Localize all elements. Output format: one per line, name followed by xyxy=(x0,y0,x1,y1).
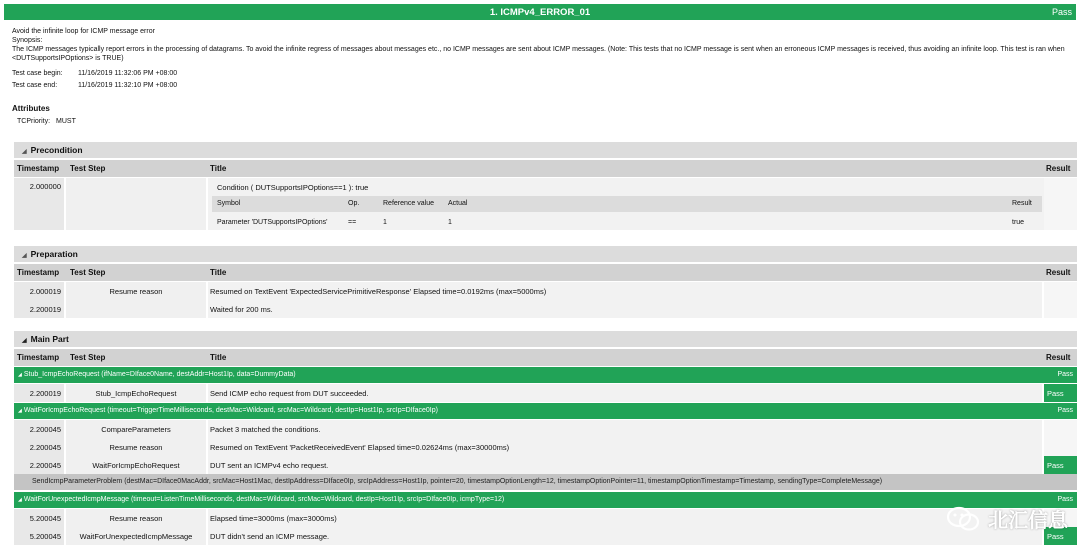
table-row xyxy=(14,420,1077,438)
condition-table-row xyxy=(212,214,1042,230)
row-timestamp: 2.200045 xyxy=(14,438,64,456)
section-title: Main Part xyxy=(30,334,69,344)
col-title: Title xyxy=(210,353,227,362)
table-row xyxy=(14,300,1077,318)
inner-symbol: Parameter 'DUTSupportsIPOptions' xyxy=(217,219,328,226)
table-row xyxy=(14,384,1077,402)
inner-col-symbol: Symbol xyxy=(217,200,241,207)
attributes-heading: Attributes xyxy=(12,104,50,113)
col-timestamp: Timestamp xyxy=(17,353,60,362)
inner-col-ref: Reference value xyxy=(383,200,434,207)
row-step: Resume reason xyxy=(66,438,206,456)
col-result: Result xyxy=(1046,164,1071,173)
test-case-header[interactable] xyxy=(4,4,1076,20)
section-title: Precondition xyxy=(30,145,83,155)
priority-label: TCPriority: xyxy=(17,118,51,125)
inner-result: true xyxy=(1012,219,1025,226)
row-timestamp: 2.200045 xyxy=(14,420,64,438)
group-label: Stub_IcmpEchoRequest (ifName=DIface0Name, destAddr=Host1Ip, data=DummyData) xyxy=(23,371,296,378)
col-result: Result xyxy=(1046,353,1071,362)
row-title: Packet 3 matched the conditions. xyxy=(208,420,1042,438)
row-step: CompareParameters xyxy=(66,420,206,438)
synopsis-text: The ICMP messages typically report errors in the processing of datagrams. To avoid the infinite regress of messages about messages etc., no ICMP messages are sent about ICMP messages. (Note: This tests that no ICMP message is sent when an erroneous ICMP messages is received, thus avoiding an infinite loop. This test is ran when <DUTSupportsIPOptions> is TRUE) xyxy=(12,46,1065,62)
step-group-stub-icmp-echo-request[interactable] xyxy=(14,367,1077,383)
section-preparation[interactable] xyxy=(14,246,1077,262)
collapse-triangle-icon[interactable]: ◢ xyxy=(22,149,27,155)
inner-op: == xyxy=(348,219,357,226)
priority-attribute xyxy=(17,118,76,125)
table-row xyxy=(14,456,1077,474)
row-result: Pass xyxy=(1044,527,1077,545)
row-step: Resume reason xyxy=(66,282,206,300)
table-row xyxy=(14,438,1077,456)
col-timestamp: Timestamp xyxy=(17,268,60,277)
group-result: Pass xyxy=(1057,496,1073,503)
row-result xyxy=(1044,300,1077,318)
row-step xyxy=(66,178,206,230)
row-timestamp: 2.200019 xyxy=(14,384,64,402)
col-timestamp: Timestamp xyxy=(17,164,60,173)
test-description xyxy=(12,27,1072,63)
collapse-triangle-icon[interactable]: ◢ xyxy=(18,372,22,378)
inner-col-op: Op. xyxy=(348,200,360,207)
row-title: DUT didn't send an ICMP message. xyxy=(208,527,1042,545)
row-step: WaitForUnexpectedIcmpMessage xyxy=(66,527,206,545)
table-row xyxy=(14,282,1077,300)
test-begin xyxy=(12,70,177,77)
begin-label: Test case begin: xyxy=(12,70,63,77)
row-title: Waited for 200 ms. xyxy=(208,300,1042,318)
row-step: Resume reason xyxy=(66,509,206,527)
row-result: Pass xyxy=(1044,456,1077,474)
col-title: Title xyxy=(210,268,227,277)
group-label: WaitForIcmpEchoRequest (timeout=TriggerTimeMilliseconds, destMac=Wildcard, srcMac=Wildcard, destIp=Host1Ip, srcIp=DIface0Ip) xyxy=(23,407,438,414)
table-row xyxy=(14,527,1077,545)
collapse-triangle-icon[interactable]: ◢ xyxy=(18,408,22,414)
watermark xyxy=(946,504,1068,533)
row-title: Elapsed time=3000ms (max=3000ms) xyxy=(208,509,1042,527)
col-title: Title xyxy=(210,164,227,173)
wechat-icon xyxy=(946,506,980,532)
collapse-triangle-icon[interactable]: ◢ xyxy=(22,338,27,344)
section-precondition[interactable] xyxy=(14,142,1077,158)
row-timestamp: 2.200019 xyxy=(14,300,64,318)
inner-ref: 1 xyxy=(383,219,387,226)
row-title: Resumed on TextEvent 'ExpectedServicePrimitiveResponse' Elapsed time=0.0192ms (max=5000ms) xyxy=(208,282,1042,300)
col-test-step: Test Step xyxy=(70,164,106,173)
row-step xyxy=(66,300,206,318)
table-row xyxy=(14,509,1077,527)
condition-table-header xyxy=(212,196,1042,212)
synopsis-label: Synopsis: xyxy=(12,37,43,44)
collapse-triangle-icon[interactable]: ◢ xyxy=(22,253,27,259)
end-label: Test case end: xyxy=(12,82,58,89)
section-main-part[interactable] xyxy=(14,331,1077,347)
watermark-text: 北汇信息 xyxy=(988,510,1068,532)
column-header-row xyxy=(14,264,1077,281)
test-case-title: 1. ICMPv4_ERROR_01 xyxy=(489,7,591,18)
step-send-icmp-parameter-problem[interactable] xyxy=(14,474,1077,490)
row-step: WaitForIcmpEchoRequest xyxy=(66,456,206,474)
row-timestamp: 2.000019 xyxy=(14,282,64,300)
test-end xyxy=(12,82,177,89)
inner-actual: 1 xyxy=(448,219,452,226)
col-result: Result xyxy=(1046,268,1071,277)
collapse-triangle-icon[interactable]: ◢ xyxy=(18,497,22,503)
row-result xyxy=(1044,178,1077,230)
row-timestamp: 2.200045 xyxy=(14,456,64,474)
test-case-verdict: Pass xyxy=(1051,7,1072,17)
priority-value: MUST xyxy=(56,118,76,125)
end-value: 11/16/2019 11:32:10 PM +08:00 xyxy=(77,82,178,89)
row-title: Resumed on TextEvent 'PacketReceivedEvent' Elapsed time=0.02624ms (max=30000ms) xyxy=(208,438,1042,456)
row-timestamp: 5.200045 xyxy=(14,527,64,545)
group-result: Pass xyxy=(1057,407,1073,414)
column-header-row xyxy=(14,160,1077,177)
row-timestamp: 5.200045 xyxy=(14,509,64,527)
column-header-row xyxy=(14,349,1077,366)
group-result: Pass xyxy=(1057,371,1073,378)
condition-text: Condition ( DUTSupportsIPOptions==1 ): true xyxy=(217,183,369,192)
group-label: SendIcmpParameterProblem (destMac=DIface0MacAddr, srcMac=Host1Mac, destIpAddress=DIface0Ip, srcIpAddress=Host1Ip, pointer=20, timestampOptionLength=12, timestampOptionPointer=11, timestampOptionTimestamp=Timestamp, sendingType=CompleteMessage) xyxy=(32,478,883,485)
col-test-step: Test Step xyxy=(70,268,106,277)
step-group-wait-for-icmp-echo-request[interactable] xyxy=(14,403,1077,419)
description-text: Avoid the infinite loop for ICMP message error xyxy=(12,28,155,35)
group-label: WaitForUnexpectedIcmpMessage (timeout=ListenTimeMilliseconds, destMac=Wildcard, srcMac=Wildcard, destIp=Host1Ip, srcIp=DIface0Ip, icmpType=12) xyxy=(23,496,505,503)
row-result xyxy=(1044,420,1077,438)
row-result: Pass xyxy=(1044,384,1077,402)
section-title: Preparation xyxy=(30,249,78,259)
step-group-wait-for-unexpected-icmp-message[interactable] xyxy=(14,492,1077,508)
inner-col-actual: Actual xyxy=(448,200,468,207)
row-step: Stub_IcmpEchoRequest xyxy=(66,384,206,402)
col-test-step: Test Step xyxy=(70,353,106,362)
inner-col-result: Result xyxy=(1012,200,1032,207)
row-title: Send ICMP echo request from DUT succeeded. xyxy=(208,384,1042,402)
row-result xyxy=(1044,282,1077,300)
row-timestamp: 2.000000 xyxy=(14,178,64,230)
row-result xyxy=(1044,438,1077,456)
begin-value: 11/16/2019 11:32:06 PM +08:00 xyxy=(77,70,178,77)
row-title: DUT sent an ICMPv4 echo request. xyxy=(208,456,1042,474)
